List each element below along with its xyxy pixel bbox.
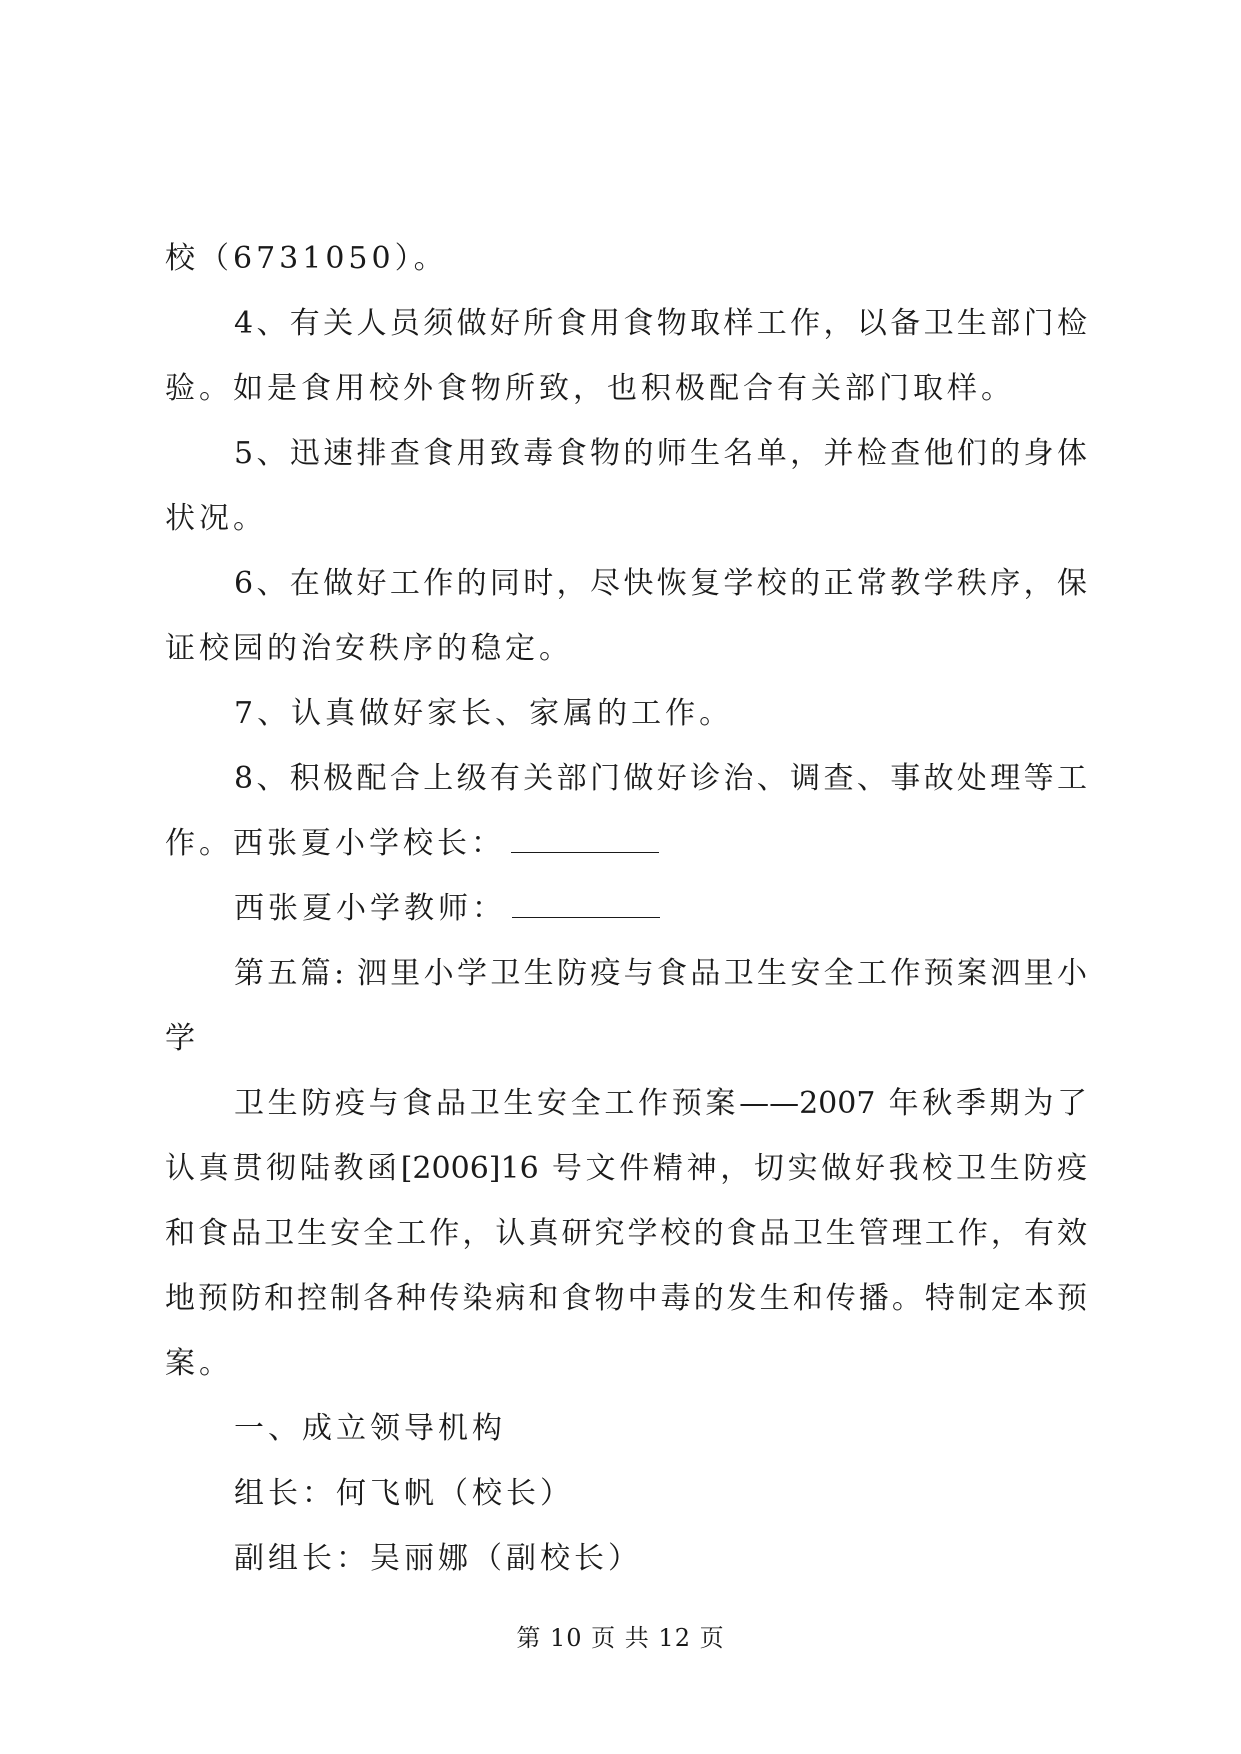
signature-blank-teacher — [512, 895, 660, 918]
section-heading-line: 第五篇: 泗里小学卫生防疫与食品卫生安全工作预案泗里小 — [234, 956, 1087, 991]
text-line: 状况。 — [165, 501, 267, 536]
text-line: 证校园的治安秩序的稳定。 — [165, 631, 573, 666]
text-line: 卫生防疫与食品卫生安全工作预案——2007 年秋季期为了 — [234, 1086, 1087, 1121]
signature-blank-principal — [511, 830, 659, 853]
signature-line-teacher — [165, 876, 1087, 941]
signature-line-principal — [165, 811, 1087, 876]
section-heading-line: 学 — [165, 1021, 199, 1056]
subheading-line: 一、成立领导机构 — [234, 1411, 506, 1446]
text-line: 副组长：吴丽娜（副校长） — [234, 1541, 642, 1576]
text-line: 和食品卫生安全工作，认真研究学校的食品卫生管理工作，有效 — [165, 1216, 1087, 1251]
body-text — [165, 226, 1087, 1591]
text-line: 案。 — [165, 1346, 233, 1381]
text-line: 验。如是食用校外食物所致，也积极配合有关部门取样。 — [165, 371, 1015, 406]
signature-label-teacher: 西张夏小学教师： — [234, 891, 506, 926]
signature-label-principal: 作。西张夏小学校长： — [165, 826, 505, 861]
text-line: 6、在做好工作的同时，尽快恢复学校的正常教学秩序，保 — [234, 566, 1087, 601]
text-line: 地预防和控制各种传染病和食物中毒的发生和传播。特制定本预 — [165, 1281, 1087, 1316]
text-line: 5、迅速排查食用致毒食物的师生名单，并检查他们的身体 — [234, 436, 1087, 471]
text-line: 7、认真做好家长、家属的工作。 — [234, 696, 734, 731]
text-line: 校（6731050）。 — [165, 241, 448, 276]
text-line: 认真贯彻陆教函[2006]16 号文件精神，切实做好我校卫生防疫 — [165, 1151, 1087, 1186]
text-line: 8、积极配合上级有关部门做好诊治、调查、事故处理等工 — [234, 761, 1087, 796]
page-number-footer: 第 10 页 共 12 页 — [516, 1624, 725, 1652]
text-line: 组长：何飞帆（校长） — [234, 1476, 574, 1511]
text-line: 4、有关人员须做好所食用食物取样工作，以备卫生部门检 — [234, 306, 1087, 341]
